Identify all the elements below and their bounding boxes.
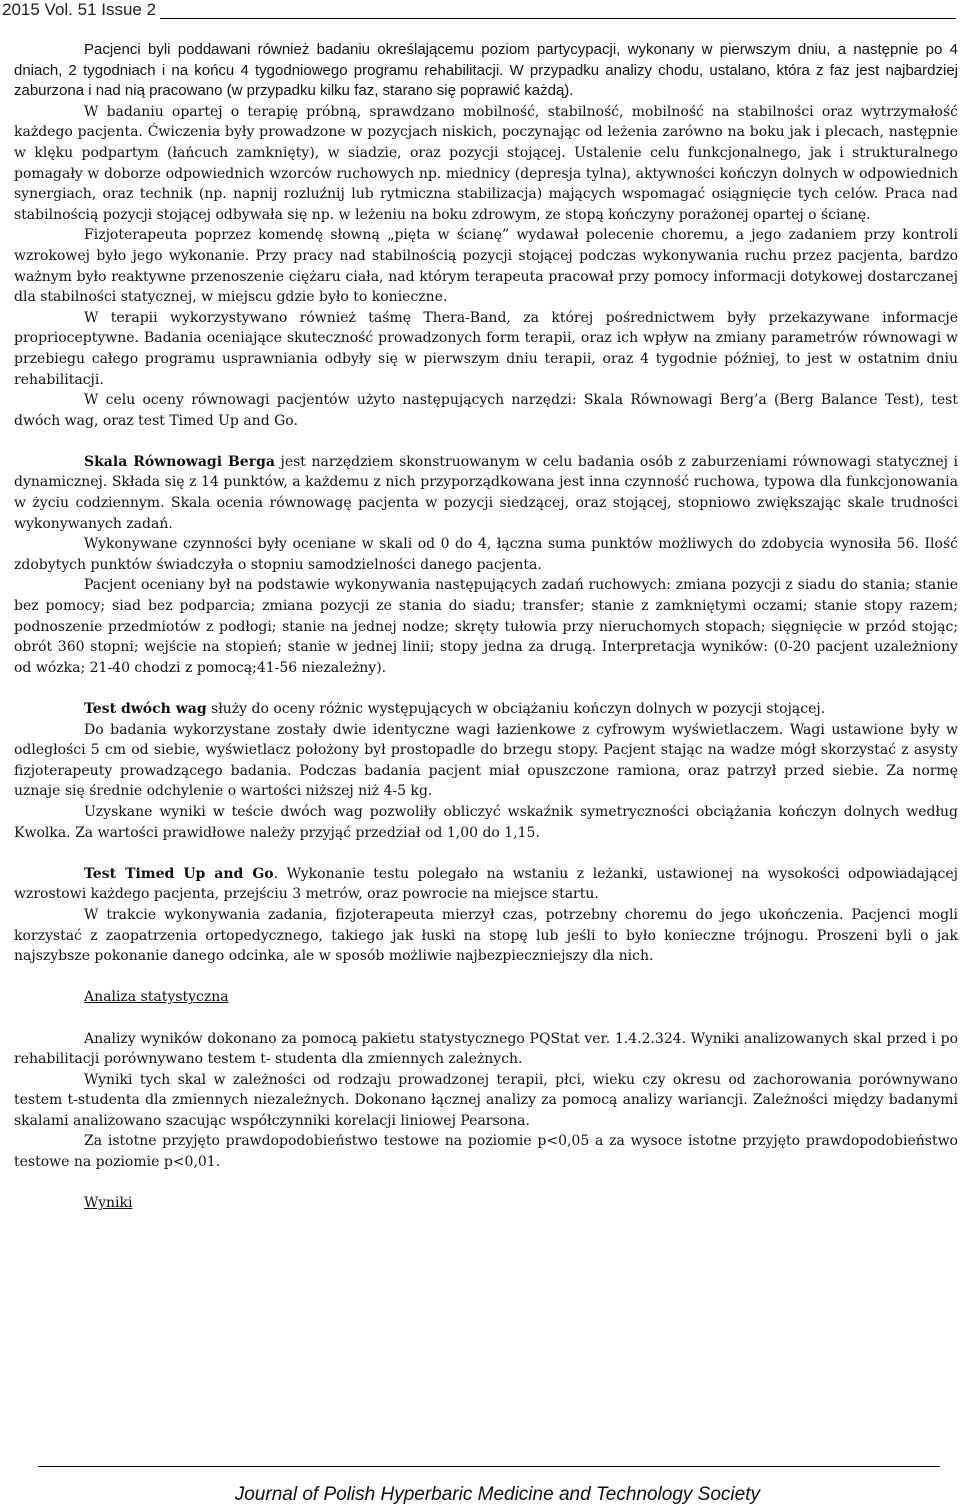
section-heading-results	[14, 1193, 958, 1214]
berg-title: Skala Równowagi Berga	[84, 453, 275, 470]
paragraph-scales-intro	[14, 699, 958, 720]
spacer	[14, 678, 958, 699]
paragraph-berg-tasks: Pacjent oceniany był na podstawie wykonywania następujących zadań ruchowych: zmiana pozycji z siadu do stania; stanie bez pomocy; siad bez podparcia; zmiana pozycji ze stania do siadu; transfer; stanie z zamkniętymi oczami; stanie stopy razem; podnoszenie przedmiotów z podłogi; stanie na jednej nodze; skręty tułowia przy nieruchomych stopach; sięgnięcie w przód stojąc; obrót 360 stopni; wejście na stopień; stanie w jednej linii; stopy jedna za drugą. Interpretacja wyników: (0-20 pacjent uzależniony od wózka; 21-40 chodzi z pomocą;41-56 niezależny).	[14, 577, 958, 676]
berg-intro-text: jest narzędziem skonstruowanym w celu badania osób z zaburzeniami równowagi statycznej i dynamicznej. Składa się z 14 punktów, a każdemu z nich przyporządkowana jest inna czynność ruchowa, typowa dla funkcjonowania w życiu codziennym. Skala ocenia równowagę pacjenta w pozycji siedzącej, oraz stojącej, stopniowo zwiększając skale trudności wykonywanych zadań.	[14, 453, 958, 532]
page-header	[0, 0, 960, 26]
footer-rule	[38, 1466, 940, 1467]
spacer	[14, 967, 958, 988]
journal-name: Journal of Polish Hyperbaric Medicine and Technology Society	[234, 1484, 760, 1505]
results-heading-text: Wyniki	[84, 1195, 133, 1212]
issue-label: 2015 Vol. 51 Issue 2	[2, 0, 157, 19]
page-footer	[0, 1466, 960, 1510]
section-heading-statistics	[14, 987, 958, 1008]
paragraph-scales-kwolek: Uzyskane wyniki w teście dwóch wag pozwoliły obliczyć wskaźnik symetryczności obciążania kończyn dolnych według Kwolka. Za wartości prawidłowe należy przyjąć przedział od 1,00 do 1,15.	[14, 803, 958, 841]
paragraph-tug-timing: W trakcie wykonywania zadania, fizjoterapeuta mierzył czas, potrzebny choremu do jego ukończenia. Pacjenci mogli korzystać z zaopatrzenia ortopedycznego, takiego jak łuski na stopę lub jeśli to było konieczne trójnogu. Proszeni byli o jak najszybsze pokonanie danego odcinka, ale w sposób możliwie najbezpieczniejszy dla nich.	[14, 906, 958, 965]
spacer	[14, 1008, 958, 1029]
paragraph-trial-therapy: W badaniu opartej o terapię próbną, sprawdzano mobilność, stabilność, mobilność na stabilności oraz wytrzymałość każdego pacjenta. Ćwiczenia były prowadzone w pozycjach niskich, poczynając od leżenia zarówno na boku jak i plecach, następnie w klęku podpartym (łańcuch zamknięty), w siadzie, oraz pozycji stojącej. Ustalenie celu funkcjonalnego, jak i strukturalnego pomagały w doborze odpowiednich wzorców ruchowych np. miednicy (depresja tylna), aktywności kończyn dolnych w odpowiednich synergiach, oraz technik (np. napnij rozluźnij lub rytmiczna stabilizacja) mających wspomagać osiągnięcie tych celów. Praca nad stabilnością pozycji stojącej odbywała się np. w leżeniu na boku zdrowym, ze stopą kończyny porażonej opartej o ścianę.	[14, 103, 958, 223]
paragraph-stats-significance: Za istotne przyjęto prawdopodobieństwo testowe na poziomie p<0,05 a za wysoce istotne przyjęto prawdopodobieństwo testowe na poziomie p<0,01.	[14, 1133, 958, 1171]
spacer	[14, 843, 958, 864]
spacer	[14, 431, 958, 452]
article-body	[14, 40, 958, 1214]
paragraph-tug-intro	[14, 864, 958, 905]
header-rule	[160, 18, 956, 19]
paragraph-berg-scoring: Wykonywane czynności były oceniane w skali od 0 do 4, łączna suma punktów możliwych do zdobycia wynosiła 56. Ilość zdobytych punktów świadczyła o stopniu samodzielności danego pacjenta.	[14, 536, 958, 573]
paragraph-heel-command: Fizjoterapeuta poprzez komendę słowną „pięta w ścianę” wydawał polecenie choremu, a jego zadaniem przy kontroli wzrokowej było jego wykonanie. Przy pracy nad stabilnością pozycji stojącej podczas wykonywania ruchu przez pacjenta, bardzo ważnym było reaktywne przenoszenie ciężaru ciała, nad którym terapeuta pracował przy pomocy informacji dotykowej dostarczanej dla stabilności statycznej, w miejscu gdzie było to konieczne.	[14, 227, 958, 306]
spacer	[14, 1173, 958, 1194]
paragraph-tools: W celu oceny równowagi pacjentów użyto następujących narzędzi: Skala Równowagi Berg’a (Berg Balance Test), test dwóch wag, oraz test Timed Up and Go.	[14, 392, 958, 429]
paragraph-berg-intro	[14, 452, 958, 534]
paragraph-scales-method: Do badania wykorzystane zostały dwie identyczne wagi łazienkowe z cyfrowym wyświetlaczem. Wagi ustawione były w odległości 5 cm od siebie, wyświetlacz położony był prostopadle do brzegu stopy. Pacjent stając na wadze mógł skorzystać z asysty fizjoterapeuty prowadzącego badania. Podczas badania pacjent miał opuszczone ramiona, oraz patrzył przed siebie. Za normę uznaje się średnie odchylenie o wartości niższej niż 4-5 kg.	[14, 721, 958, 800]
scales-title: Test dwóch wag	[84, 701, 207, 717]
paragraph-stats-software: Analizy wyników dokonano za pomocą pakietu statystycznego PQStat ver. 1.4.2.324. Wyniki analizowanych skal przed i po rehabilitacji porównywano testem t- studenta dla zmiennych zależnych.	[14, 1030, 958, 1068]
tug-title: Test Timed Up and Go	[84, 865, 274, 882]
tug-intro-text: . Wykonanie testu polegało na wstaniu z leżanki, ustawionej na wysokości odpowiadającej wzrostowi każdego pacjenta, przejściu 3 metrów, oraz powrocie na miejsce startu.	[14, 865, 959, 903]
statistics-heading-text: Analiza statystyczna	[84, 989, 229, 1006]
paragraph-thera-band: W terapii wykorzystywano również taśmę Thera-Band, za której pośrednictwem były przekazywane informacje proprioceptywne. Badania oceniające skuteczność prowadzonych form terapii, oraz ich wpływ na zmiany parametrów równowagi w przebiegu całego programu usprawniania odbyły się w pierwszym dniu terapii, oraz 4 tygodnie później, to jest w ostatnim dniu rehabilitacji.	[14, 309, 958, 388]
paragraph-stats-independent: Wyniki tych skal w zależności od rodzaju prowadzonej terapii, płci, wieku czy okresu od zachorowania porównywano testem t-studenta dla zmiennych niezależnych. Dokonano łącznej analizy za pomocą analizy wariancji. Zależności między badanymi skalami analizowano szacując współczynniki korelacji liniowej Pearsona.	[14, 1071, 958, 1129]
paragraph-participation: Pacjenci byli poddawani również badaniu określającemu poziom partycypacji, wykonany w pierwszym dniu, a następnie po 4 dniach, 2 tygodniach i na końcu 4 tygodniowego programu rehabilitacji. W przypadku analizy chodu, ustalano, która z faz jest najbardziej zaburzona i nad nią pracowano (w przypadku kilku faz, starano się poprawić każdą).	[14, 41, 958, 100]
scales-intro-text: służy do oceny różnic występujących w obciążaniu kończyn dolnych w pozycji stojącej.	[206, 701, 826, 717]
